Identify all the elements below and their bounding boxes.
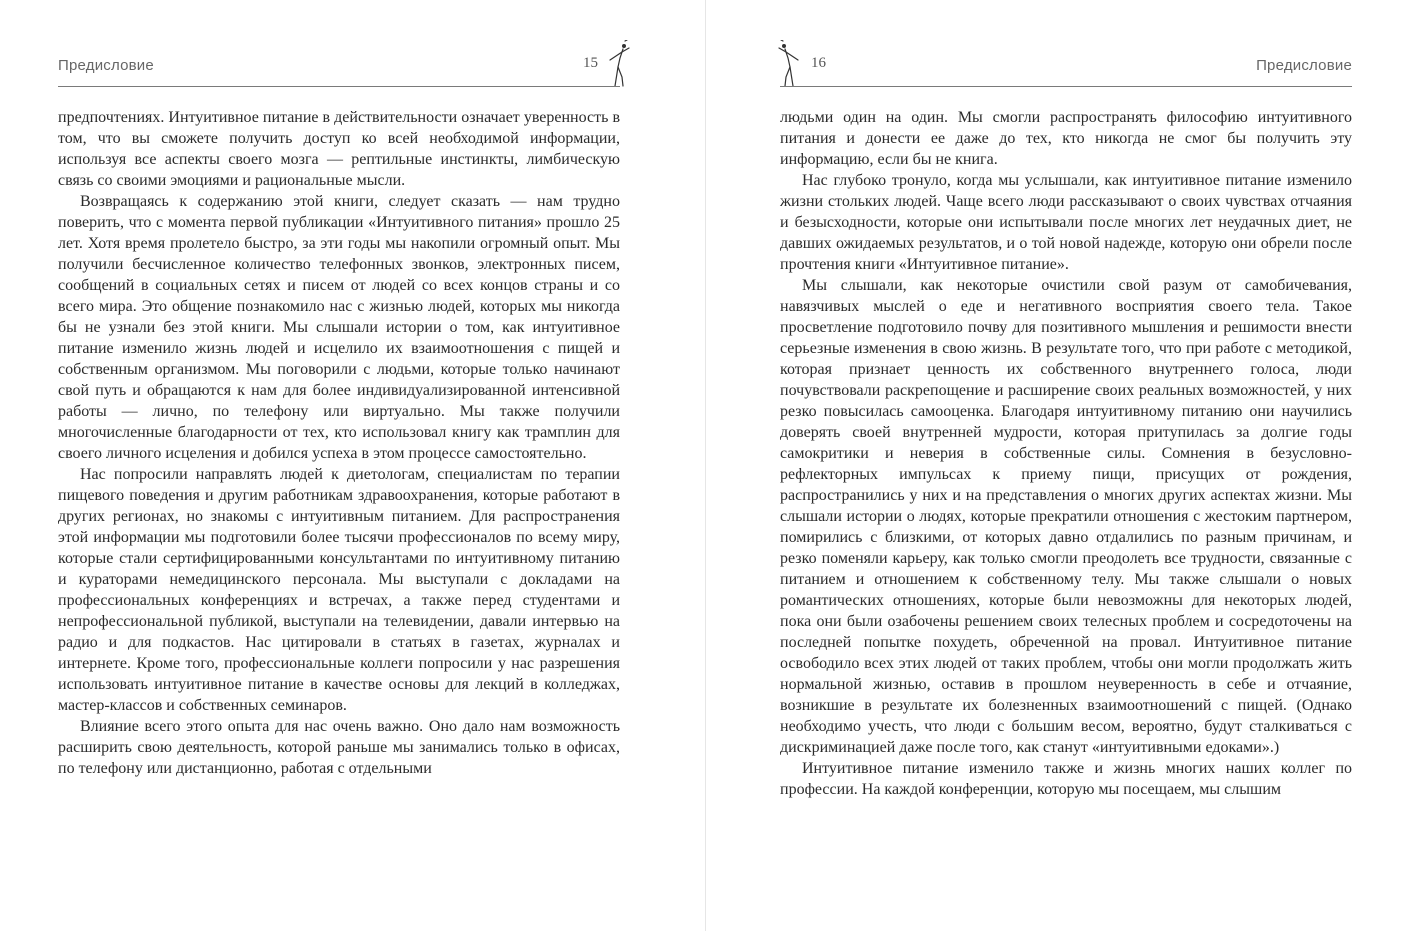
paragraph: людьми один на один. Мы смогли распространять философию интуитивного питания и донести ее даже до тех, кто никогда не смог бы получить эту информацию, если бы не книга. xyxy=(780,109,1352,168)
paragraph: Нас глубоко тронуло, когда мы услышали, как интуитивное питание изменило жизни стольких людей. Чаще всего люди рассказывают о своих чувствах отчаяния и безысходности, которые они испытывали после многих лет неудачных диет, не давших ожидаемых результатов, и о той новой надежде, которую они обрели после прочтения книги «Интуитивное питание». xyxy=(780,172,1352,273)
paragraph: Нас попросили направлять людей к диетологам, специалистам по терапии пищевого поведения и другим работникам здравоохранения, которые работают в других регионах, но знакомы с интуитивным питанием. Для распространения этой информации мы подготовили более тысячи профессионалов по всему миру, которые стали сертифицированными консультантами по интуитивному питанию и кураторами немедицинского персонала. Мы выступали с докладами на профессиональных конференциях и встречах, а также перед студентами и непрофессиональной публикой, выступали на телевидении, давали интервью на радио и для подкастов. Нас цитировали в статьях в газетах, журналах и интернете. Кроме того, профессиональные коллеги попросили у нас разрешения использовать интуитивное питание в качестве основы для лекций в колледжах, мастер-классов и собственных семинаров. xyxy=(58,466,620,714)
right-page xyxy=(780,0,1352,931)
header-rule xyxy=(58,86,620,87)
page-number: 15 xyxy=(583,55,598,71)
paragraph: Влияние всего этого опыта для нас очень важно. Оно дало нам возможность расширить свою деятельность, которой раньше мы занимались только в офисах, по телефону или дистанционно, работая с отдельными xyxy=(58,718,620,777)
header-rule xyxy=(780,86,1352,87)
dancer-figure-icon xyxy=(776,40,802,88)
section-title: Предисловие xyxy=(58,57,154,74)
page-number: 16 xyxy=(811,55,826,71)
left-page-header xyxy=(58,40,620,88)
paragraph: предпочтениях. Интуитивное питание в действительности означает уверенность в том, что вы сможете получить доступ ко всей необходимой информации, используя все аспекты своего мозга — рептильные инстинкты, лимбическую связь со своими эмоциями и рациональные мысли. xyxy=(58,109,620,189)
dancer-figure-icon xyxy=(606,40,632,88)
right-page-body xyxy=(780,107,1352,800)
paragraph: Возвращаясь к содержанию этой книги, следует сказать — нам трудно поверить, что с момента первой публикации «Интуитивного питания» прошло 25 лет. Хотя время пролетело быстро, за эти годы мы накопили огромный опыт. Мы получили бесчисленное количество телефонных звонков, электронных писем, сообщений в социальных сетях и писем от людей со всех концов страны и со всего мира. Это общение познакомило нас с жизнью людей, которых мы никогда бы не узнали без этой книги. Мы слышали истории о том, как интуитивное питание изменило жизнь людей и исцелило их взаимоотношения с пищей и собственным организмом. Мы поговорили с людьми, которые только начинают свой путь и обращаются к нам для более индивидуализированной интенсивной работы — лично, по телефону или виртуально. Мы также получили многочисленные благодарности от тех, кто использовал книгу как трамплин для своего личного исцеления и добился успеха в этом процессе самостоятельно. xyxy=(58,193,620,462)
left-page-body xyxy=(58,107,620,779)
section-title: Предисловие xyxy=(1256,57,1352,74)
paragraph: Интуитивное питание изменило также и жизнь многих наших коллег по профессии. На каждой конференции, которую мы посещаем, мы слышим xyxy=(780,760,1352,798)
book-gutter xyxy=(705,0,706,931)
left-page xyxy=(58,0,620,931)
paragraph: Мы слышали, как некоторые очистили свой разум от самобичевания, навязчивых мыслей о еде и негативного восприятия своего тела. Такое просветление подготовило почву для позитивного мышления и решимости внести серьезные изменения в свою жизнь. В результате того, что при работе с методикой, которая признает ценность их собственного внутреннего голоса, люди почувствовали раскрепощение и расширение своих реальных возможностей, у них резко повысилась самооценка. Благодаря интуитивному питанию они научились доверять своей внутренней мудрости, которая притупилась за долгие годы самокритики и неверия в собственные силы. Сомнения в безусловно-рефлекторных импульсах к приему пищи, присущих от рождения, распространились у них и на представления о многих других аспектах жизни. Мы слышали истории о людях, которые прекратили отношения с жестоким партнером, помирились с близкими, от которых давно отдалились по разным причинам, и резко поменяли карьеру, как только смогли преодолеть все трудности, связанные с питанием и отношением к собственному телу. Мы также слышали о новых романтических отношениях, которые были невозможны для некоторых людей, пока они были озабочены решением своих телесных проблем и сосредоточены на последней попытке похудеть, обреченной на провал. Интуитивное питание освободило всех этих людей от таких проблем, чтобы они могли продолжать жить нормальной жизнью, оставив в прошлом неуверенность в себе и отчаяние, возникшие в результате их болезненных взаимоотношений с пищей. (Однако необходимо учесть, что люди с большим весом, вероятно, будут сталкиваться с дискриминацией даже после того, как станут «интуитивными едоками».) xyxy=(780,277,1352,756)
right-page-header xyxy=(780,40,1352,88)
